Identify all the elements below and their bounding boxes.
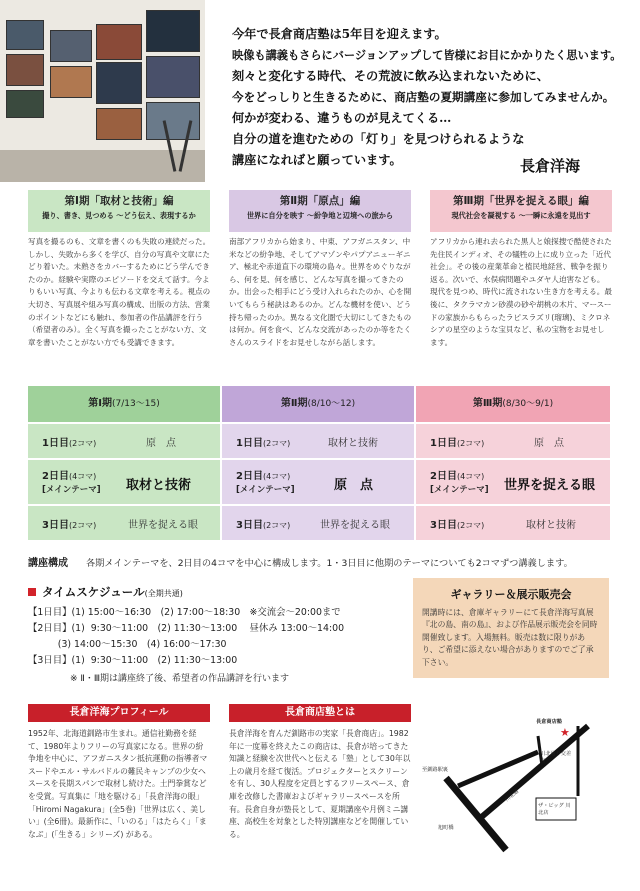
time-schedule-title: タイムスケジュール(全期共通) [28, 584, 183, 600]
schedule-line: 【2日目】(1) 9:30〜11:00 (2) 11:30〜13:00 昼休み 13:00〜14:00 [28, 623, 345, 634]
period-2-subtitle: 世界に自分を映す 〜紛争地と辺境への旅から [246, 211, 394, 220]
schedule-header-period-1: 第Ⅰ期(7/13〜15) [28, 386, 220, 422]
schedule-cell-p2-day2: 2日目(4コマ) [メインテーマ] 原 点 [222, 460, 414, 504]
profile-body: 1952年、北海道釧路市生まれ。通信社勤務を経て、1980年よりフリーの写真家になる。世界の紛争地を中心に、アフガニスタン抵抗運動の指導者マスードやエル・サルバドルの難民キャンプの少女ヘスースを長期スパンで取材し続けた。土門拳賞などを受賞。写真集に「地を駆ける」「長倉洋海の眼」「Hiromi Nagakura」(全5巻)「世界は広く、美しい」(全6冊)。最新作に、「いのる」「はたらく」「まなぶ」(「生きる」シリーズ) がある。 [28, 729, 208, 839]
intro-line: 今をどっしりと生きるために、商店塾の夏期講座に参加してみませんか。 [232, 90, 615, 104]
schedule-cell-p2-day1: 1日目(2コマ) 取材と技術 [222, 424, 414, 458]
schedule-cell-p3-day1: 1日目(2コマ) 原 点 [416, 424, 610, 458]
map-label-bridge: 旭町橋 [438, 825, 454, 831]
period-2-header [229, 190, 411, 232]
intro-message [232, 24, 627, 171]
gallery-body: 開講時には、倉庫ギャラリーにて長倉洋海写真展『北の島、南の島』、および作品展示販売会を同時開催致します。入場無料。販売は数に限りがあり、ご希望に添えない場合がありますのでご了承下さい。 [422, 608, 598, 667]
schedule-line: (3) 14:00〜15:30 (4) 16:00〜17:30 [28, 639, 227, 650]
period-3-description: アフリカから連れ去られた黒人と娘探捜で酷使された先住民インディオ、その犠牲の上に成り立った「近代社会」。その後の産業革命と植民地経営、戦争を振り返る。次いで、水俣病問題やユダヤ人迫害なども。現代を見つめ、時代に流されない生き方を考える。最後に、タクラマカン砂漠の砂や胡桃の木片、マースードの家族からもらったラピスラズリ(瑠璃)、ミクロネシアの星空のような宝貝など、私の宝物をお見せします。 [430, 237, 612, 347]
svg-text:★: ★ [560, 726, 570, 739]
intro-line: 自分の道を進むための「灯り」を見つけられるような [232, 132, 525, 146]
schedule-header-period-3: 第Ⅲ期(8/30〜9/1) [416, 386, 610, 422]
schedule-cell-p1-day1: 1日目(2コマ) 原 点 [28, 424, 220, 458]
schedule-table [28, 386, 610, 542]
map-label-intersection: 川北通り交差点 [540, 751, 572, 764]
period-1-description: 写真を撮るのも、文章を書くのも失敗の連続だった。しかし、失敗から多くを学び、自分の写真や文章にたどり着いた。未熟さをカバーするためにどう学んできたのか。経験や実際のエピソードを交えて話す。今よりもいい写真、今よりも伝わる文章を考える。視点の大切さ、写真展や組み写真の構成、出版の方法、営業のポイントなどにも触れ、参加者の作品講評を行う（希望者のみ）。全く写真を撮ったことがない方、文章を書いたことがない方でも受講できます。 [28, 237, 211, 347]
access-map [418, 706, 614, 864]
gallery-box [413, 578, 609, 678]
intro-line: 何かが変わる、違うものが見えてくる… [232, 111, 452, 125]
schedule-cell-p3-day2: 2日目(4コマ) [メインテーマ] 世界を捉える眼 [416, 460, 610, 504]
composition-label: 講座構成 [28, 558, 68, 569]
period-1-title: 第Ⅰ期「取材と技術」編 [64, 195, 174, 207]
intro-line: 今年で長倉商店塾は5年目を迎えます。 [232, 27, 447, 41]
period-3-subtitle: 現代社会を凝視する 〜一瞬に永遠を見出す [451, 211, 591, 220]
schedule-cell-p1-day3: 3日目(2コマ) 世界を捉える眼 [28, 506, 220, 540]
shop-body: 長倉洋海を育んだ釧路市の実家「長倉商店」。1982年に一度幕を終えたこの商店は、長倉が培ってきた知識と経験を次世代へと伝える「塾」として30年以上の歳月を経て復活。プロジェクターとスクリーンを有し、30人程度を定員とするフリースペース、倉庫を改修した書庫およびギャラリースペースを所有。長倉自身が塾長として、夏期講座や月例ミニ講座、高校生を対象とした特別講座などを開催している。 [229, 729, 411, 839]
schedule-cell-p1-day2: 2日目(4コマ) [メインテーマ] 取材と技術 [28, 460, 220, 504]
signature: 長倉洋海 [520, 157, 581, 175]
critique-note: ※ Ⅱ・Ⅲ期は講座終了後、希望者の作品講評を行います [70, 674, 290, 684]
period-3-title: 第Ⅲ期「世界を捉える眼」編 [453, 195, 589, 207]
intro-line: 講座になればと願っています。 [232, 153, 402, 167]
schedule-line: 【1日目】(1) 15:00〜16:30 (2) 17:00〜18:30 ※交流会〜20:00まで [28, 607, 341, 618]
profile-heading: 長倉洋海プロフィール [28, 704, 210, 722]
period-3-header [430, 190, 612, 232]
gallery-title: ギャラリー＆展示販売会 [450, 588, 572, 601]
map-label-kawakita-st: 川北通 [504, 788, 521, 804]
period-1-subtitle: 撮り、書き、見つめる 〜どう伝え、表現するか [42, 211, 196, 220]
schedule-cell-p2-day3: 3日目(2コマ) 世界を捉える眼 [222, 506, 414, 540]
schedule-line: 【3日目】(1) 9:30〜11:00 (2) 11:30〜13:00 [28, 655, 238, 666]
composition-text: 各期メインテーマを、2日目の4コマを中心に構成します。1・3日目に他期のテーマについても2コマずつ講義します。 [86, 558, 573, 569]
schedule-header-period-2: 第Ⅱ期(8/10〜12) [222, 386, 414, 422]
period-2-title: 第Ⅱ期「原点」編 [279, 195, 361, 207]
schedule-cell-p3-day3: 3日目(2コマ) 取材と技術 [416, 506, 610, 540]
shop-heading: 長倉商店塾とは [229, 704, 411, 722]
intro-line: 映像も講義もさらにバージョンアップして皆様にお目にかかりたく思います。 [232, 48, 622, 62]
course-composition [28, 554, 573, 569]
map-label-station: 至釧路駅裏 [422, 767, 448, 773]
intro-line: 刻々と変化する時代、その荒波に飲み込まれないために、 [232, 69, 549, 83]
map-label-store: 長倉商店塾 [536, 719, 562, 725]
map-graphic [418, 706, 614, 864]
period-1-header [28, 190, 210, 232]
exhibition-photo [0, 0, 205, 182]
map-label-big-store: ザ・ビッグ 川北店 [538, 803, 571, 816]
period-2-description: 南部アフリカから始まり、中東、アフガニスタン、中米などの紛争地、そしてアマゾンやパプアニューギニア、極北や赤道直下の環境の島々。世界をめぐりながら、何を見、何を感じ、どんな写真を撮ってきたのか。出会った相手にどう受け入れられたのか、心を開いてもらう秘訣はあるのか。どんな機材を使い、どう持ち帰ったのか。異なる文化圏で大切にしてきたものは何か。何を食べ、どんな交流があったのか等をたくさんのスライドをお見せしながら話します。 [229, 237, 412, 347]
square-bullet-icon [28, 588, 36, 596]
